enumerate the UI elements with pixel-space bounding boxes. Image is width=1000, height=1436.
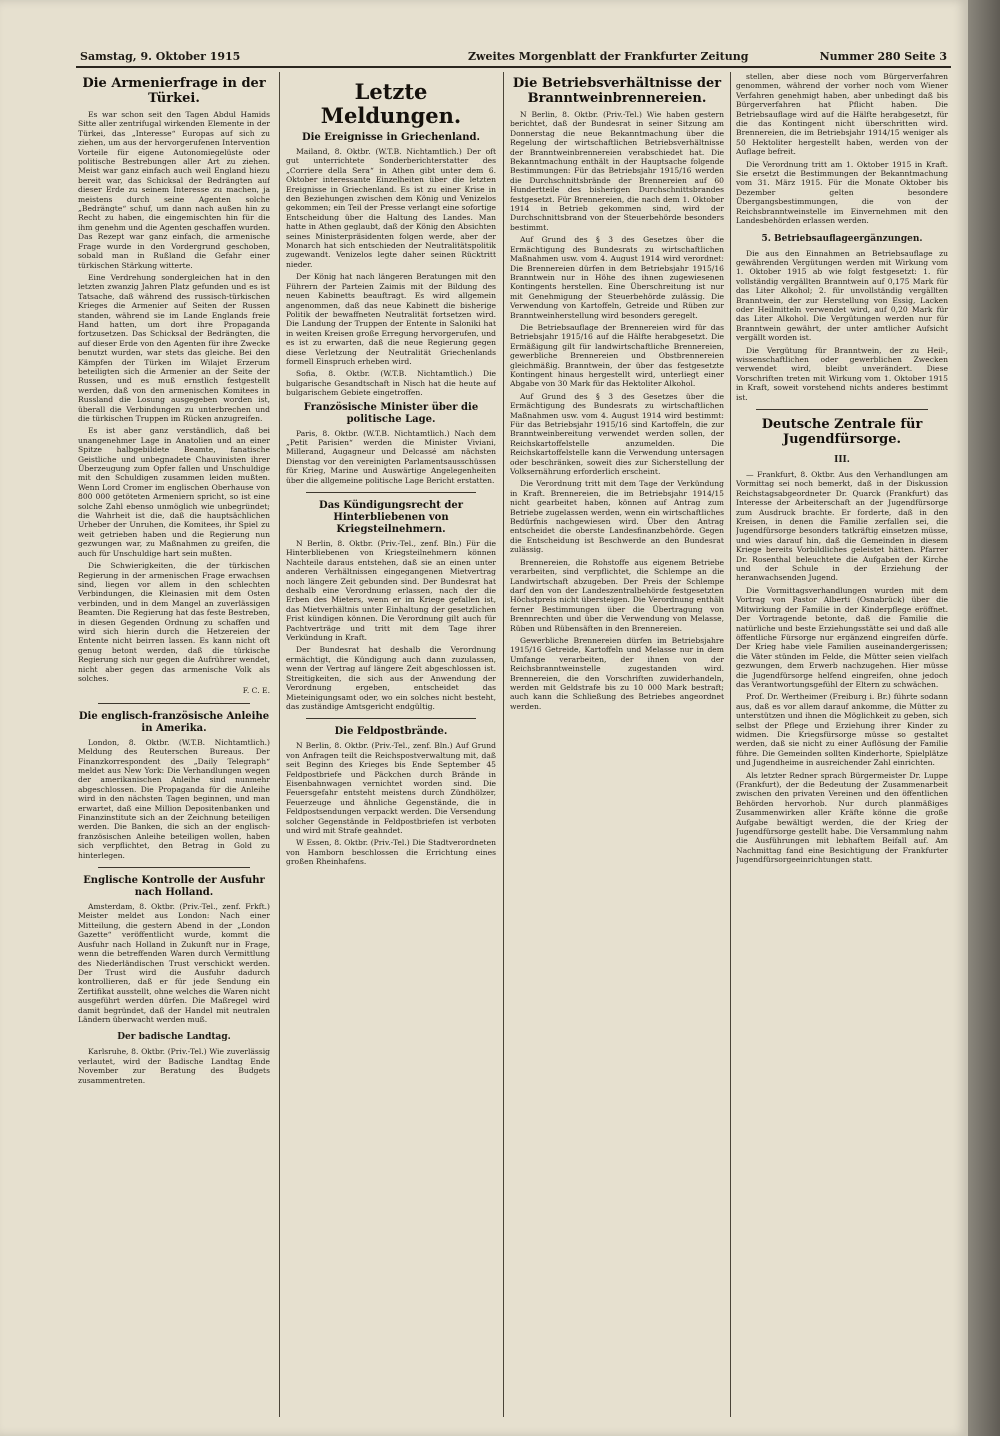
article-paragraph: Es war schon seit den Tagen Abdul Hamids Sitte aller zentrifugal wirkenden Elemente in der Türkei, das „Interesse“ Europas auf sich zu ziehen, um aus der hervorgerufenen Intervention Vorteile für eigene Autonomiegelüste oder politische Bestrebungen aller Art zu ziehen. Meist war ganz einfach auch weil England hiezu bereit war, das Schicksal der Bedrängten auf dieser Erde zu seinem Interesse zu machen, ja meistens durch seine Agenten solche „Bedrängte“ schuf, um dann nach außen hin zu Recht zu haben, die eingemischten hin für die ihm genehm und die Agenten geschaffen wurden. Das Rezept war ganz einfach, die armenische Frage wurde in den Vordergrund geschoben, sobald man in Rußland die Gefahr einer türkischen Stärkung witterte. <box>78 110 270 270</box>
article-paragraph: N Berlin, 8. Oktbr. (Priv.-Tel., zenf. Bln.) Auf Grund von Anfragen teilt die Reichspostverwaltung mit, daß seit Beginn des Krieges bis Ende September 45 Feldpostbriefe und Päckchen durch Brände in Eisenbahnwagen vernichtet worden sind. Die Feuersgefahr entsteht meistens durch Zündhölzer, Feuerzeuge und ähnliche Gegenstände, die in Feldpostsendungen verpackt werden. Die Versendung solcher Gegenstände in Feldpostbriefen ist verboten und wird mit Strafe geahndet. <box>286 741 496 835</box>
page-number: Nummer 280 Seite 3 <box>819 50 947 63</box>
article-paragraph: Prof. Dr. Wertheimer (Freiburg i. Br.) führte sodann aus, daß es vor allem darauf ankomme, die Mütter zu unterstützen und ihnen die Möglichkeit zu geben, sich selbst der Pflege und Erziehung ihrer Kinder zu widmen. Die Kriegsfürsorge müsse so gestaltet werden, daß sie nicht zu einer Auflösung der Familie führe. Die Gemeinden sollten Kinderhorte, Spielplätze und Jugendheime in ausreichender Zahl einrichten. <box>736 692 948 768</box>
headline-ausfuhr-holland: Englische Kontrolle der Ausfuhr nach Holland. <box>83 875 265 899</box>
article-paragraph: Die Vormittagsverhandlungen wurden mit dem Vortrag von Pastor Alberti (Osnabrück) über die Mitwirkung der Familie in der Kinderpflege eröffnet. Der Vortragende betonte, daß die Familie die natürliche und beste Erziehungsstätte sei und daß alle öffentliche Fürsorge nur ergänzend eingreifen dürfe. Der Krieg habe viele Familien auseinandergerissen; die Väter stünden im Felde, die Mütter seien vielfach gezwungen, dem Erwerb nachzugehen. Hier müsse die Jugendfürsorge helfend eingreifen, ohne jedoch das Verantwortungsgefühl der Eltern zu schwächen. <box>736 585 948 689</box>
article-paragraph: Sofia, 8. Oktbr. (W.T.B. Nichtamtlich.) Die bulgarische Gesandtschaft in Nisch hat die heute auf bulgarischem Gebiete eingetroffen. <box>286 369 496 398</box>
article-paragraph: Als letzter Redner sprach Bürgermeister Dr. Luppe (Frankfurt), der die Bedeutung der Zusammenarbeit zwischen den privaten Vereinen und den öffentlichen Behörden hervorhob. Nur durch planmäßiges Zusammenwirken aller Kräfte könne die große Aufgabe bewältigt werden, die der Krieg der Jugendfürsorge gestellt habe. Die Versammlung nahm die Ausführungen mit lebhaftem Beifall auf. Am Nachmittag fand eine Besichtigung der Frankfurter Jugendfürsorgeeinrichtungen statt. <box>736 770 948 865</box>
column-2 <box>286 72 496 1417</box>
article-paragraph: Mailand, 8. Oktbr. (W.T.B. Nichtamtlich.) Der oft gut unterrichtete Sonderberichterstatter des „Corriere della Sera“ in Athen gibt unter dem 6. Oktober interessante Einzelheiten über die letzten Ereignisse in Griechenland. Es ist zu einer Krise in den Beziehungen zwischen dem König und Venizelos gekommen; ein Teil der Presse verlangt eine sofortige Entscheidung über die Haltung des Landes. Man hatte in Athen geglaubt, daß der König den Absichten seines Ministerpräsidenten folgen werde, aber der Monarch hat sich entschieden der Neutralitätspolitik zugewandt. Venizelos legte daher seinen Rücktritt nieder. <box>286 147 496 269</box>
article-paragraph: Karlsruhe, 8. Oktbr. (Priv.-Tel.) Wie zuverlässig verlautet, wird der Badische Landtag Ende November zur Beratung des Budgets zusammentreten. <box>78 1047 270 1085</box>
column-rule <box>279 72 280 1417</box>
headline-landtag: Der badische Landtag. <box>117 1032 231 1043</box>
article-paragraph: Die Betriebsauflage der Brennereien wird für das Betriebsjahr 1915/16 auf die Hälfte herabgesetzt. Die Ermäßigung gilt für landwirtschaftliche Brennereien, gewerbliche Brennereien und Obstbrennereien gleichmäßig. Branntwein, der über das festgesetzte Kontingent hinaus hergestellt wird, unterliegt einer Abgabe von 30 Mark für das Hektoliter Alkohol. <box>510 322 724 389</box>
article-paragraph: Paris, 8. Oktbr. (W.T.B. Nichtamtlich.) Nach dem „Petit Parisien“ werden die Minister Viviani, Millerand, Augagneur und Delcassé am nächsten Dienstag vor den vereinigten Parlamentsausschüssen für Krieg, Marine und Auswärtige Angelegenheiten über die allgemeine politische Lage Bericht erstatten. <box>286 428 496 485</box>
article-paragraph: Die Vergütung für Branntwein, der zu Heil-, wissenschaftlichen oder gewerblichen Zwecken verwendet wird, bleibt unverändert. Diese Vorschriften treten mit Wirkung vom 1. Oktober 1915 in Kraft, soweit vorstehend nichts anderes bestimmt ist. <box>736 345 948 402</box>
article-paragraph: Die aus den Einnahmen an Betriebsauflage zu gewährenden Vergütungen werden mit Wirkung vom 1. Oktober 1915 ab wie folgt festgesetzt: 1. für vollständig vergällten Branntwein auf 0,175 Mark für das Liter Alkohol; 2. für unvollständig vergällten Branntwein, der zur Herstellung von Essig, Lacken oder Heilmitteln verwendet wird, auf 0,20 Mark für das Liter Alkohol. Die Vergütungen werden nur für Branntwein gewährt, der unter amtlicher Aufsicht vergällt worden ist. <box>736 248 948 343</box>
masthead <box>76 50 951 68</box>
divider <box>306 492 476 493</box>
divider <box>98 703 250 704</box>
article-paragraph: Der Bundesrat hat deshalb die Verordnung ermächtigt, die Kündigung auch dann zuzulassen, wenn der Vertrag auf längere Zeit abgeschlossen ist. Streitigkeiten, die sich aus der Anwendung der Verordnung ergeben, entscheidet das Mieteinigungsamt oder, wo ein solches nicht besteht, das zuständige Amtsgericht endgültig. <box>286 645 496 711</box>
column-4 <box>736 72 948 1417</box>
headline-feldpostbraende: Die Feldpostbrände. <box>334 726 448 738</box>
article-paragraph: London, 8. Oktbr. (W.T.B. Nichtamtlich.) Meldung des Reuterschen Bureaus. Der Finanzkorrespondent des „Daily Telegraph“ meldet aus New York: Die Verhandlungen wegen der amerikanischen Anleihe sind nunmehr abgeschlossen. Die Propaganda für die Anleihe wird in den nächsten Tagen beginnen, und man erwartet, daß eine Million Depositenbanken und Finanzinstitute sich an der Zeichnung beteiligen werden. Die Banken, die sich an der englisch-französischen Anleihe beteiligen wollen, haben sich verpflichtet, den Betrag in Gold zu hinterlegen. <box>78 737 270 860</box>
headline-franzoesische-minister: Französische Minister über die politische Lage. <box>303 401 479 425</box>
article-paragraph: Gewerbliche Brennereien dürfen im Betriebsjahre 1915/16 Getreide, Kartoffeln und Melasse nur in dem Umfange verarbeiten, der ihnen von der Reichsbranntweinstelle zugestanden wird. Brennereien, die den Vorschriften zuwiderhandeln, werden mit Geldstrafe bis zu 10 000 Mark bestraft; auch kann die Schließung des Betriebes angeordnet werden. <box>510 635 724 711</box>
article-paragraph: Die Verordnung tritt mit dem Tage der Verkündung in Kraft. Brennereien, die im Betriebsjahr 1914/15 nicht gearbeitet haben, können auf Antrag zum Betriebe zugelassen werden, wenn ein wirtschaftliches Bedürfnis nachgewiesen wird. Über den Antrag entscheidet die oberste Landesfinanzbehörde. Gegen die Entscheidung ist Beschwerde an den Bundesrat zulässig. <box>510 479 724 555</box>
headline-jugendfuersorge: Deutsche Zentrale für Jugendfürsorge. <box>761 417 923 447</box>
column-1 <box>78 72 270 1417</box>
issue-date: Samstag, 9. Oktober 1915 <box>80 50 241 63</box>
section-heading: 5. Betriebsauflageergänzungen. <box>761 233 923 244</box>
article-paragraph: Die Verordnung tritt am 1. Oktober 1915 in Kraft. Sie ersetzt die Bestimmungen der Bekanntmachung vom 31. März 1915. Für die Monate Oktober bis Dezember gelten besondere Übergangsbestimmungen, die von der Reichsbranntweinstelle im Einvernehmen mit den Landesbehörden erlassen werden. <box>736 159 948 226</box>
subheadline-griechenland: Die Ereignisse in Griechenland. <box>301 132 481 143</box>
divider <box>756 409 928 410</box>
author-signature: F. C. E. <box>242 686 270 696</box>
article-paragraph: Eine Verdrehung sondergleichen hat in den letzten zwanzig Jahren Platz gefunden und es ist Tatsache, daß während des russisch-türkischen Krieges die Armenier auf Seiten der Russen standen, während sie im Lande Englands freie Hand hatten, um dort ihre Propaganda fortzusetzen. Das Schicksal der Bedrängten, die auf dieser Erde von den Agenten für ihre Zwecke benutzt wurden, war stets das gleiche. Bei den Kämpfen der Türken im Wilajet Erzerum beteiligten sich die Armenier an der Seite der Russen, und es muß ernstlich festgestellt werden, daß von den armenischen Komitees in Russland die Losung ausgegeben worden ist, überall die Verbindungen zu unterbrechen und die türkischen Truppen im Rücken anzugreifen. <box>78 272 270 423</box>
divider <box>306 718 476 719</box>
article-paragraph: N Berlin, 8. Oktbr. (Priv.-Tel., zenf. Bln.) Für die Hinterbliebenen von Kriegsteilnehmern können Nachteile daraus entstehen, daß sie an einen unter anderen Verhältnissen eingegangenen Mietvertrag noch längere Zeit gebunden sind. Der Bundesrat hat deshalb eine Verordnung erlassen, nach der die Erben des Mieters, wenn er im Kriege gefallen ist, das Mietverhältnis unter Einhaltung der gesetzlichen Frist kündigen können. Die Verordnung gilt auch für Pachtverträge und tritt mit dem Tage ihrer Verkündung in Kraft. <box>286 539 496 643</box>
article-paragraph: Es ist aber ganz verständlich, daß bei unangenehmer Lage in Anatolien und an einer Spitze halbgebildete Beamte, fanatische Geistliche und unbegnadete Chauvinisten ihrer Überzeugung zum Opfer fallen und Unschuldige mit den Schuldigen zusammen leiden mußten. Wenn Lord Cromer im englischen Oberhause von 800 000 getöteten Armeniern spricht, so ist eine solche Zahl ebenso unmöglich wie unbegründet; die Wahrheit ist die, daß die hauptsächlichen Urheber der Unruhen, die Komitees, ihr Spiel zu weit getrieben haben und die Regierung nun gezwungen war, zu Maßnahmen zu greifen, die auch für Unschuldige hart sein mußten. <box>78 426 270 558</box>
article-paragraph: Amsterdam, 8. Oktbr. (Priv.-Tel., zenf. Frkft.) Meister meldet aus London: Nach einer Mitteilung, die gestern Abend in der „London Gazette“ veröffentlicht wurde, kommt die Ausfuhr nach Holland in Zukunft nur in Frage, wenn die betreffenden Waren durch Vermittlung des Niederländischen Trust verschickt werden. Der Trust wird die Ausfuhr dadurch kontrollieren, daß er für jede Sendung ein Zertifikat ausstellt, ohne welches die Waren nicht ausgeführt werden dürfen. Die Maßregel wird damit begründet, daß der Handel mit neutralen Ländern überwacht werden muß. <box>78 902 270 1024</box>
headline-armenierfrage: Die Armenierfrage in der Türkei. <box>82 76 266 106</box>
article-paragraph: W Essen, 8. Oktbr. (Priv.-Tel.) Die Stadtverordneten von Hamborn beschlossen die Errichtung eines großen Rheinhafens. <box>286 838 496 867</box>
article-paragraph: Der König hat nach längeren Beratungen mit den Führern der Parteien Zaimis mit der Bildung des neuen Kabinetts beauftragt. Es wird allgemein angenommen, daß das neue Kabinett die bisherige Politik der bewaffneten Neutralität fortsetzen wird. Die Landung der Truppen der Entente in Saloniki hat in weiten Kreisen große Erregung hervorgerufen, und es ist zu erwarten, daß die neue Regierung gegen diese Verletzung der Neutralität Griechenlands formell Einspruch erheben wird. <box>286 272 496 366</box>
article-paragraph: N Berlin, 8. Oktbr. (Priv.-Tel.) Wie haben gestern berichtet, daß der Bundesrat in seiner Sitzung am Donnerstag die neue Bekanntmachung über die Regelung der wirtschaftlichen Betriebsverhältnisse der Branntweinbrennereien verabschiedet hat. Die Bekanntmachung enthält in der Hauptsache folgende Bestimmungen: Für das Betriebsjahr 1915/16 werden die Durchschnittsbrände der Brennereien auf 60 Hundertteile des bisherigen Durchschnittsbrandes festgesetzt. Für Brennereien, die nach dem 1. Oktober 1914 in Betrieb gekommen sind, wird der Durchschnittsbrand von der Steuerbehörde besonders bestimmt. <box>510 110 724 232</box>
page-edge-shadow <box>968 0 1000 1436</box>
headline-kuendigungsrecht: Das Kündigungsrecht der Hinterbliebenen von Kriegsteilnehmern. <box>319 500 463 535</box>
headline-branntweinbrennereien: Die Betriebsverhältnisse der Branntweinbrennereien. <box>512 76 722 106</box>
headline-anleihe: Die englisch-französische Anleihe in Amerika. <box>78 710 270 734</box>
paper-title: Zweites Morgenblatt der Frankfurter Zeitung <box>468 50 749 63</box>
article-paragraph: stellen, aber diese noch vom Bürgerverfahren genommen, während der vorher noch vom Wiener Verfahren genehmigt haben, aber unbedingt daß bis Bürgerverfahren hat Pflicht haben. Die Betriebsauflage wird auf die Hälfte herabgesetzt, für die das Kontingent nicht überschritten wird. Brennereien, die im Betriebsjahr 1914/15 weniger als 50 Hektoliter hergestellt haben, werden von der Auflage befreit. <box>736 72 948 157</box>
article-paragraph: Auf Grund des § 3 des Gesetzes über die Ermächtigung des Bundesrats zu wirtschaftlichen Maßnahmen usw. vom 4. August 1914 wird bestimmt: Für das Betriebsjahr 1915/16 sind Kartoffeln, die zur Branntweinbereitung verwendet werden sollen, der Reichskartoffelstelle anzumelden. Die Reichskartoffelstelle kann die Verwendung untersagen oder beschränken, soweit dies zur Sicherstellung der Volksernährung erforderlich erscheint. <box>510 391 724 477</box>
column-rule <box>503 72 504 1417</box>
article-paragraph: Brennereien, die Rohstoffe aus eigenem Betriebe verarbeiten, sind verpflichtet, die Schlempe an die Landwirtschaft abzugeben. Der Preis der Schlempe darf den von der Landeszentralbehörde festgesetzten Höchstpreis nicht übersteigen. Die Verordnung enthält ferner Bestimmungen über die Übertragung von Brennrechten und über die Verwendung von Melasse, Rüben und Rübensäften in den Brennereien. <box>510 557 724 633</box>
column-3 <box>510 72 724 1417</box>
headline-letzte-meldungen: Letzte Meldungen. <box>320 79 462 128</box>
article-paragraph: Die Schwierigkeiten, die der türkischen Regierung in der armenischen Frage erwachsen sind, liegen vor allem in den schlechten Verbindungen, die Kleinasien mit dem Osten verbinden, und in dem Mangel an zuverlässigen Beamten. Die Regierung hat das feste Bestreben, in diesen Gegenden Ordnung zu schaffen und wird sich hierin durch die Hetzereien der Entente nicht beirren lassen. Es kann nicht oft genug betont werden, daß die türkische Regierung sich nur gegen die Aufrührer wendet, nicht aber gegen das armenische Volk als solches. <box>78 561 270 683</box>
article-paragraph: Auf Grund des § 3 des Gesetzes über die Ermächtigung des Bundesrats zu wirtschaftlichen Maßnahmen usw. vom 4. August 1914 wird verordnet: Die Brennereien dürfen in dem Betriebsjahr 1915/16 Branntwein nur in Höhe des ihnen zugewiesenen Kontingents herstellen. Eine Überschreitung ist nur mit Genehmigung der Steuerbehörde zulässig. Die Verwendung von Kartoffeln, Getreide und Rüben zur Branntweinherstellung wird besonders geregelt. <box>510 235 724 320</box>
article-paragraph: — Frankfurt, 8. Oktbr. Aus den Verhandlungen am Vormittag sei noch bemerkt, daß in der Diskussion Reichstagsabgeordneter Dr. Quarck (Frankfurt) das Interesse der Arbeiterschaft an der Jugendfürsorge zum Ausdruck brachte. Er forderte, daß in den Kreisen, in denen die Familie zerfallen sei, die Jugendfürsorge besonders tatkräftig einsetzen müsse, und wies darauf hin, daß die Gemeinden in diesem Kriege bereits Vorbildliches geleistet hätten. Pfarrer Dr. Rosenthal beleuchtete die Aufgaben der Kirche und der Schule in der Erziehung der heranwachsenden Jugend. <box>736 470 948 583</box>
subheadline-part-number: III. <box>834 455 850 465</box>
divider <box>98 867 250 868</box>
column-rule <box>730 72 731 1417</box>
